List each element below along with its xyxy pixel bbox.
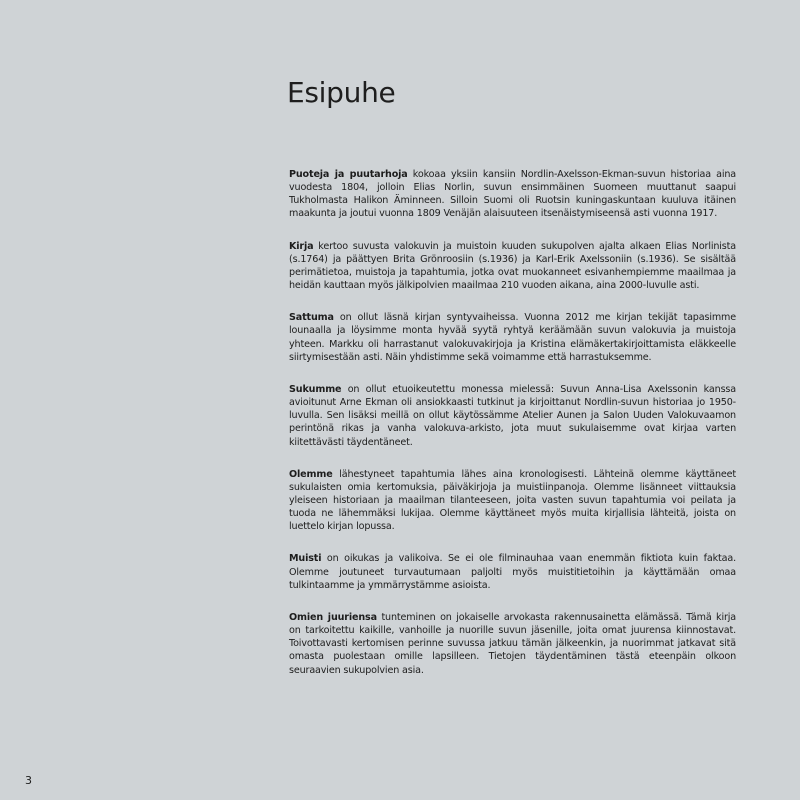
paragraph-text: lähestyneet tapahtumia lähes aina kronologisesti. Lähteinä olemme käyttäneet sukulaisten omia kertomuksia, päiväkirjoja ja muistiinpanoja. Olemme lisänneet viittauksia yleiseen historiaan ja maailman tilanteeseen, joita vasten suvun tapahtumia voi peilata ja tuoda ne lähemmäksi lukijaa. Olemme käyttäneet myös muita kirjallisia lähteitä, joista on luettelo kirjan lopussa. xyxy=(289,468,736,533)
paragraph-text: tunteminen on jokaiselle arvokasta rakennusainetta elämässä. Tämä kirja on tarkoitettu kaikille, vanhoille ja nuorille suvun jäsenille, joita omat juurensa kiinnostavat. Toivottavasti kertomisen perinne suvussa jatkuu tämän jälkeenkin, ja nuorimmat jatkavat sitä omasta puolestaan omille lapsilleen. Tietojen täydentäminen tästä eteenpäin olkoon seuraavien sukupolvien asia. xyxy=(289,611,737,676)
paragraph-text: kertoo suvusta valokuvin ja muistoin kuuden sukupolven ajalta alkaen Elias Norlinista (s.1764) ja päättyen Brita Grönroosiin (s.1936) ja Karl-Erik Axelssoniin (s.1936). Se sisältää perimätietoa, muistoja ja tapahtumia, jotka ovat muokanneet esivanhempiemme maailmaa ja heidän kauttaan myös jälkipolvien maailmaa 210 vuoden aikana, aina 2000-luvulle asti. xyxy=(289,240,736,292)
paragraph xyxy=(289,468,736,534)
paragraph xyxy=(289,552,736,591)
paragraph xyxy=(289,168,736,221)
paragraph xyxy=(289,311,736,364)
paragraph xyxy=(289,240,736,293)
paragraph-lead: Sukumme xyxy=(289,383,342,395)
paragraph-text: on ollut etuoikeutettu monessa mielessä: Suvun Anna-Lisa Axelssonin kanssa avioitunut Arne Ekman oli ansiokkaasti tutkinut ja kirjoittanut Nordlin-suvun historiaa jo 1950-luvulla. Sen lisäksi meillä on ollut käytössämme Atelier Aunen ja Salon Uuden Valokuvaamon perintönä rikas ja vanha valokuva-arkisto, jota muut sukulaisemme ovat kirjaa varten kiitettävästi täydentäneet. xyxy=(289,383,736,448)
paragraph-lead: Omien juuriensa xyxy=(289,611,377,623)
page-number: 3 xyxy=(25,774,32,787)
paragraph-lead: Puoteja ja puutarhoja xyxy=(289,169,408,180)
paragraph-text: on oikukas ja valikoiva. Se ei ole filminauhaa vaan enemmän fiktiota kuin faktaa. Olemme joutuneet turvautumaan paljolti myös muistitietoihin ja käyttämään omaa tulkintaamme ja ymmärrystämme asioista. xyxy=(289,553,736,591)
paragraph xyxy=(289,611,736,677)
paragraph-lead: Olemme xyxy=(289,468,333,480)
page-title: Esipuhe xyxy=(287,76,396,109)
paragraph-lead: Sattuma xyxy=(289,312,334,324)
preface-body xyxy=(289,168,736,696)
paragraph-lead: Kirja xyxy=(289,240,314,252)
paragraph-lead: Muisti xyxy=(289,553,322,565)
paragraph xyxy=(289,383,736,449)
paragraph-text: kokoaa yksiin kansiin Nordlin-Axelsson-Ekman-suvun historiaa aina vuodesta 1804, jolloin Elias Norlin, suvun ensimmäinen Suomeen muuttanut saapui Tukholmasta Halikon Äminneen. Silloin Suomi oli Ruotsin kuningaskuntaan kuuluva itäinen maakunta ja joutui vuonna 1809 Venäjän alaisuuteen itsenäistymiseensä asti vuonna 1917. xyxy=(289,169,736,220)
paragraph-text: on ollut läsnä kirjan syntyvaiheissa. Vuonna 2012 me kirjan tekijät tapasimme lounaalla ja löysimme monta hyvää syytä ryhtyä keräämään suvun valokuvia ja muistoja yhteen. Markku oli harrastanut valokuvakirjoja ja Kristina elämäkertakirjoittamista eläkkeelle siirtymisestään asti. Näin yhdistimme sekä voimamme että harrastuksemme. xyxy=(289,312,736,363)
